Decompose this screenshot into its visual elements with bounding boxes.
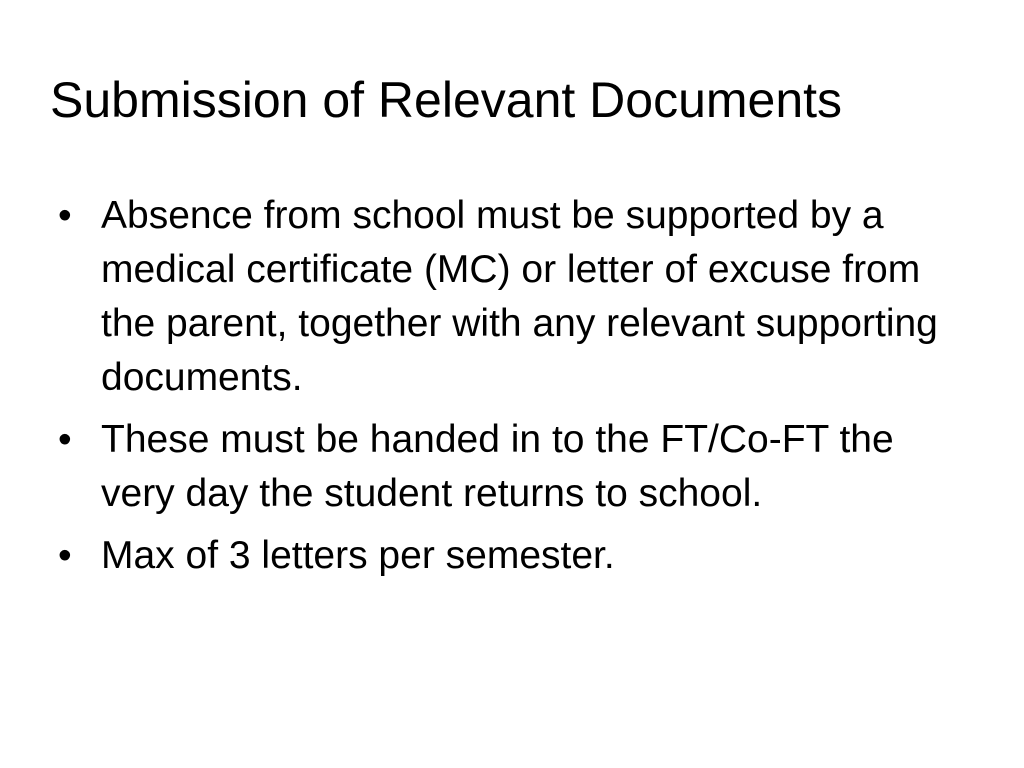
bullet-item-max-letters bbox=[58, 529, 958, 583]
bullet-dot-icon: • bbox=[58, 418, 72, 461]
slide-title: Submission of Relevant Documents bbox=[50, 72, 843, 128]
bullet-text: These must be handed in to the FT/Co-FT the very day the student returns to school. bbox=[101, 418, 894, 515]
bullet-dot-icon: • bbox=[58, 194, 72, 237]
bullet-item-hand-in bbox=[58, 413, 958, 521]
bullet-item-absence-support bbox=[58, 189, 958, 405]
bullet-text: Absence from school must be supported by a medical certificate (MC) or letter of excuse from the parent, together with any relevant supporting documents. bbox=[101, 194, 938, 399]
bullet-list bbox=[58, 189, 958, 591]
bullet-dot-icon: • bbox=[58, 534, 72, 577]
bullet-text: Max of 3 letters per semester. bbox=[101, 534, 615, 577]
